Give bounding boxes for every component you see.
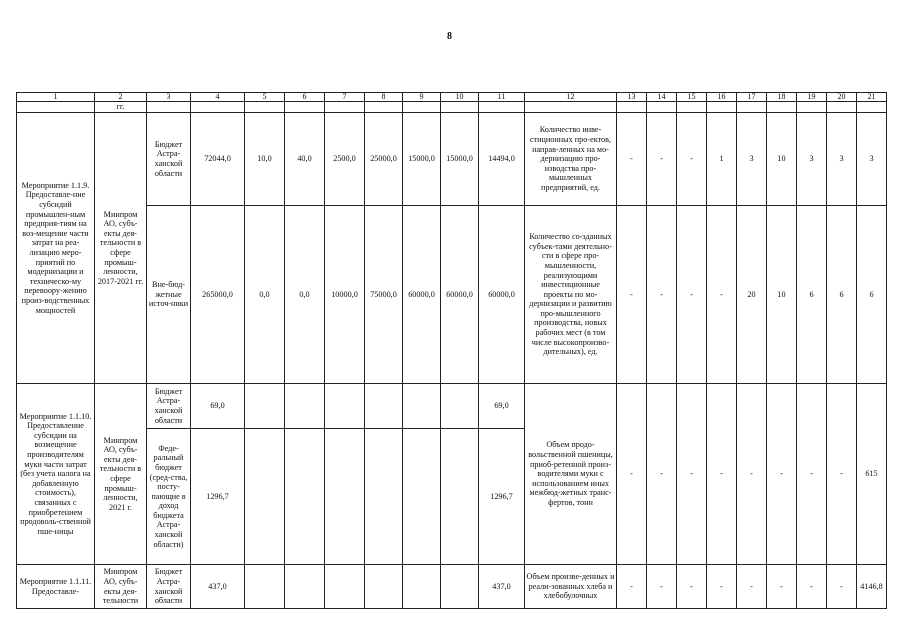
year-amount: 437,0 xyxy=(479,565,525,609)
measure-name: Мероприятие 1.1.10. Предоставление субсидии на возмещение производителям муки части затрат (без учета налога на добавленную стоимость), связанных с приобретением продоволь-ственной пше-ницы xyxy=(17,384,95,565)
col-num: 10 xyxy=(441,93,479,102)
col-num: 7 xyxy=(325,93,365,102)
col-num: 16 xyxy=(707,93,737,102)
col-num: 9 xyxy=(403,93,441,102)
year-amount: 10,0 xyxy=(245,113,285,206)
col-num: 20 xyxy=(827,93,857,102)
funding-source: Феде-ральный бюджет (сред-ства, посту-пающие в доход бюджета Астра-ханской области) xyxy=(147,429,191,565)
cell: гг. xyxy=(95,102,147,113)
indicator-value: - xyxy=(767,384,797,565)
year-amount: 15000,0 xyxy=(403,113,441,206)
funding-source: Бюджет Астра-ханской области xyxy=(147,565,191,609)
table-row xyxy=(17,113,887,206)
indicator-value: 3 xyxy=(737,113,767,206)
measure-name: Мероприятие 1.1.11. Предоставле- xyxy=(17,565,95,609)
indicator-value: - xyxy=(797,565,827,609)
indicator-value: 20 xyxy=(737,206,767,384)
executor: Минпром АО, субъ-екты дея-тельности в сфере промыш-ленности, 2017-2021 гг. xyxy=(95,113,147,384)
program-table xyxy=(16,92,887,609)
indicator-value: 10 xyxy=(767,206,797,384)
continuation-row xyxy=(17,102,887,113)
indicator-value: 3 xyxy=(827,113,857,206)
indicator-value: - xyxy=(677,206,707,384)
col-num: 14 xyxy=(647,93,677,102)
funding-source: Бюджет Астра-ханской области xyxy=(147,113,191,206)
column-number-row xyxy=(17,93,887,102)
col-num: 8 xyxy=(365,93,403,102)
indicator-value: - xyxy=(707,206,737,384)
indicator: Количество со-зданных субъек-тами деятельно-сти в сфере про-мышленности, реализующими инвестиционные проекты по мо-дернизации и развитию про-мышленного производства, новых рабочих мест (в том числе высокопроизво-дительных), ед. xyxy=(525,206,617,384)
indicator-value: 1 xyxy=(707,113,737,206)
year-amount: 75000,0 xyxy=(365,206,403,384)
indicator-value: 3 xyxy=(797,113,827,206)
indicator-value: - xyxy=(647,206,677,384)
col-num: 3 xyxy=(147,93,191,102)
total-amount: 437,0 xyxy=(191,565,245,609)
indicator: Объем произве-денных и реали-зованных хлеба и хлебобулочных xyxy=(525,565,617,609)
indicator-value: - xyxy=(737,384,767,565)
total-amount: 72044,0 xyxy=(191,113,245,206)
col-num: 15 xyxy=(677,93,707,102)
executor: Минпром АО, субъ-екты дея-тельности в сфере промыш-ленности, 2021 г. xyxy=(95,384,147,565)
col-num: 19 xyxy=(797,93,827,102)
year-amount: 25000,0 xyxy=(365,113,403,206)
col-num: 21 xyxy=(857,93,887,102)
year-amount: 2500,0 xyxy=(325,113,365,206)
total-amount: 265000,0 xyxy=(191,206,245,384)
indicator-value: - xyxy=(647,384,677,565)
indicator-value: - xyxy=(767,565,797,609)
indicator-value: - xyxy=(617,113,647,206)
indicator-value: - xyxy=(647,565,677,609)
measure-name: Мероприятие 1.1.9. Предоставле-ние субсидий промышлен-ным предприя-тиям на воз-мещение части затрат на реа-лизацию меро-приятий по модернизации и техническо-му перевоору-жению произ-водственных мощностей xyxy=(17,113,95,384)
indicator-value: 6 xyxy=(827,206,857,384)
indicator-value: - xyxy=(677,384,707,565)
total-amount: 1296,7 xyxy=(191,429,245,565)
indicator-value: - xyxy=(617,384,647,565)
year-amount: 40,0 xyxy=(285,113,325,206)
indicator-value: 615 xyxy=(857,384,887,565)
indicator-value: 6 xyxy=(797,206,827,384)
funding-source: Бюджет Астра-ханской области xyxy=(147,384,191,429)
indicator-value: 6 xyxy=(857,206,887,384)
col-num: 2 xyxy=(95,93,147,102)
year-amount: 0,0 xyxy=(245,206,285,384)
year-amount: 60000,0 xyxy=(403,206,441,384)
indicator-value: - xyxy=(707,384,737,565)
col-num: 17 xyxy=(737,93,767,102)
indicator-value: - xyxy=(737,565,767,609)
year-amount: 14494,0 xyxy=(479,113,525,206)
indicator-value: 10 xyxy=(767,113,797,206)
col-num: 11 xyxy=(479,93,525,102)
indicator-value: - xyxy=(617,206,647,384)
year-amount: 1296,7 xyxy=(479,429,525,565)
table-row xyxy=(17,565,887,609)
year-amount: 15000,0 xyxy=(441,113,479,206)
col-num: 12 xyxy=(525,93,617,102)
col-num: 1 xyxy=(17,93,95,102)
year-amount: 60000,0 xyxy=(441,206,479,384)
indicator-value: 3 xyxy=(857,113,887,206)
indicator-value: - xyxy=(647,113,677,206)
indicator-value: - xyxy=(827,565,857,609)
executor: Минпром АО, субъ-екты дея-тельности xyxy=(95,565,147,609)
page-number: 8 xyxy=(447,31,452,42)
indicator-value: - xyxy=(677,565,707,609)
indicator-value: - xyxy=(677,113,707,206)
indicator-value: - xyxy=(617,565,647,609)
cell xyxy=(17,102,95,113)
col-num: 6 xyxy=(285,93,325,102)
year-amount: 69,0 xyxy=(479,384,525,429)
year-amount: 60000,0 xyxy=(479,206,525,384)
col-num: 5 xyxy=(245,93,285,102)
indicator-value: - xyxy=(827,384,857,565)
funding-source: Вне-бюд-жетные источ-ники xyxy=(147,206,191,384)
indicator-value: 4146,8 xyxy=(857,565,887,609)
indicator: Количество инве-стиционных про-ектов, направ-ленных на мо-дернизацию про-изводства про-мышленных предприятий, ед. xyxy=(525,113,617,206)
total-amount: 69,0 xyxy=(191,384,245,429)
year-amount: 10000,0 xyxy=(325,206,365,384)
indicator: Объем продо-вольственной пшеницы, приоб-ретенной произ-водителями муки с использованием иных межбюд-жетных транс-фертов, тонн xyxy=(525,384,617,565)
col-num: 13 xyxy=(617,93,647,102)
table-row xyxy=(17,206,887,384)
indicator-value: - xyxy=(797,384,827,565)
col-num: 4 xyxy=(191,93,245,102)
indicator-value: - xyxy=(707,565,737,609)
table-row xyxy=(17,384,887,429)
year-amount: 0,0 xyxy=(285,206,325,384)
col-num: 18 xyxy=(767,93,797,102)
